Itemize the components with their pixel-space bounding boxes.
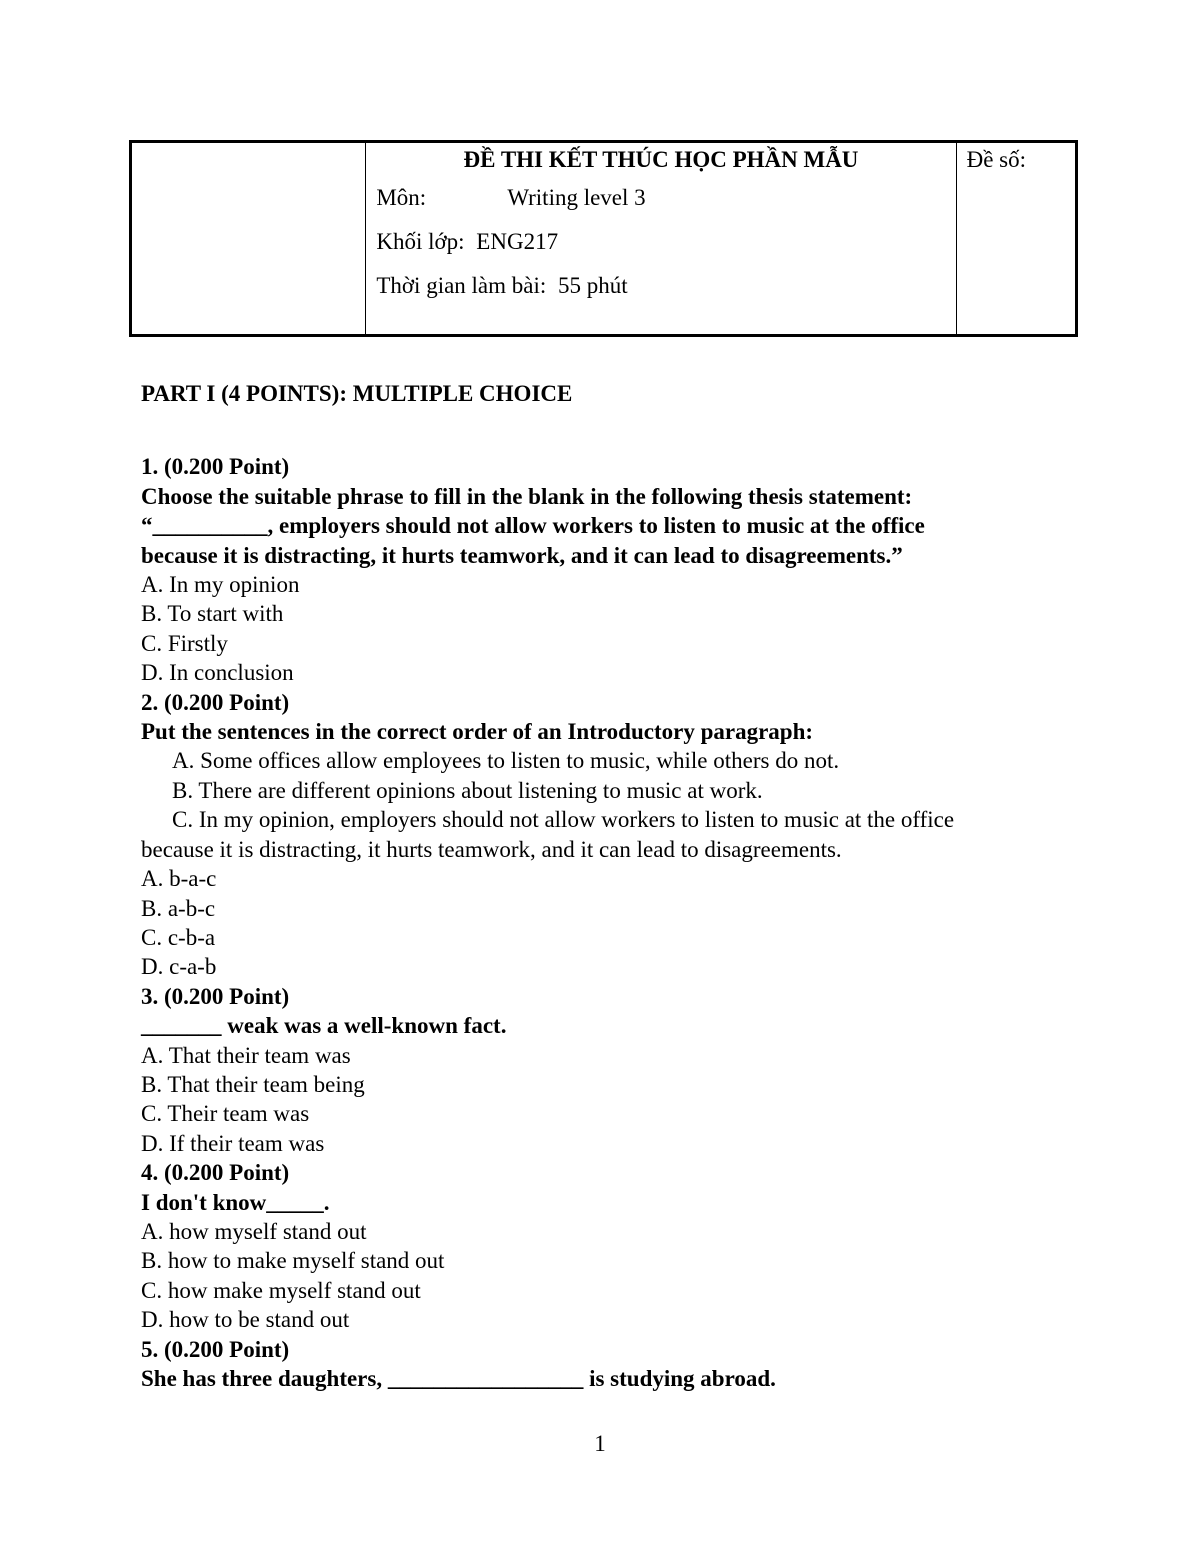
answer-option[interactable]: C. Firstly bbox=[141, 630, 228, 656]
answer-option[interactable]: A. That their team was bbox=[141, 1042, 351, 1068]
time-label: Thời gian làm bài: bbox=[376, 273, 547, 298]
answer-option[interactable]: D. how to be stand out bbox=[141, 1307, 350, 1333]
logo-cell bbox=[131, 142, 366, 336]
order-sentence: A. Some offices allow employees to listen to music, while others do not. bbox=[172, 748, 840, 774]
class-label: Khối lớp: bbox=[376, 229, 465, 254]
question-1 bbox=[141, 452, 1071, 687]
answer-option[interactable]: D. c-a-b bbox=[141, 954, 217, 980]
question-head: 3. (0.200 Point) bbox=[141, 983, 290, 1009]
question-head: 1. (0.200 Point) bbox=[141, 454, 290, 480]
question-text: I don't know_____. bbox=[141, 1189, 330, 1215]
answer-option[interactable]: A. b-a-c bbox=[141, 866, 217, 892]
answer-option[interactable]: B. To start with bbox=[141, 601, 284, 627]
time-value: 55 phút bbox=[558, 273, 628, 298]
question-head: 2. (0.200 Point) bbox=[141, 689, 290, 715]
question-text: _______ weak was a well-known fact. bbox=[141, 1013, 507, 1039]
subject-label: Môn: bbox=[376, 185, 427, 210]
page-number: 1 bbox=[594, 1431, 606, 1456]
answer-option[interactable]: A. In my opinion bbox=[141, 572, 300, 598]
answer-option[interactable]: B. how to make myself stand out bbox=[141, 1248, 445, 1274]
answer-option[interactable]: B. That their team being bbox=[141, 1071, 365, 1097]
exam-number-label: Đề số: bbox=[966, 147, 1027, 172]
answer-option[interactable]: D. If their team was bbox=[141, 1130, 325, 1156]
subject-value: Writing level 3 bbox=[507, 185, 646, 210]
order-sentence: C. In my opinion, employers should not allow workers to listen to music at the office bbox=[172, 807, 955, 833]
time-line bbox=[376, 273, 627, 299]
answer-option[interactable]: C. Their team was bbox=[141, 1101, 310, 1127]
class-value: ENG217 bbox=[476, 229, 559, 254]
question-head: 5. (0.200 Point) bbox=[141, 1336, 290, 1362]
answer-option[interactable]: D. In conclusion bbox=[141, 660, 294, 686]
question-head: 4. (0.200 Point) bbox=[141, 1160, 290, 1186]
question-text: because it is distracting, it hurts teamwork, and it can lead to disagreements.” bbox=[141, 542, 903, 568]
exam-number-cell bbox=[956, 142, 1076, 336]
subject-line bbox=[376, 185, 646, 211]
exam-info-cell bbox=[366, 142, 956, 336]
answer-option[interactable]: A. how myself stand out bbox=[141, 1218, 367, 1244]
question-text: “__________, employers should not allow workers to listen to music at the office bbox=[141, 513, 925, 539]
exam-title: ĐỀ THI KẾT THÚC HỌC PHẦN MẪU bbox=[463, 147, 859, 172]
question-4 bbox=[141, 1158, 1071, 1334]
question-text: Put the sentences in the correct order of an Introductory paragraph: bbox=[141, 719, 814, 745]
answer-option[interactable]: C. how make myself stand out bbox=[141, 1277, 421, 1303]
exam-header-table bbox=[129, 140, 1078, 337]
order-sentence: B. There are different opinions about listening to music at work. bbox=[172, 777, 763, 803]
answer-option[interactable]: C. c-b-a bbox=[141, 924, 216, 950]
question-3 bbox=[141, 982, 1071, 1158]
class-line bbox=[376, 229, 558, 255]
order-sentence: because it is distracting, it hurts teamwork, and it can lead to disagreements. bbox=[141, 836, 842, 862]
question-text: Choose the suitable phrase to fill in the blank in the following thesis statement: bbox=[141, 483, 913, 509]
question-text: She has three daughters, _________________ is studying abroad. bbox=[141, 1366, 776, 1391]
question-list bbox=[141, 452, 1071, 1393]
answer-option[interactable]: B. a-b-c bbox=[141, 895, 216, 921]
question-2 bbox=[141, 688, 1071, 982]
question-5 bbox=[141, 1335, 1071, 1394]
exam-content bbox=[141, 379, 1071, 1393]
part-heading: PART I (4 POINTS): MULTIPLE CHOICE bbox=[141, 381, 573, 406]
